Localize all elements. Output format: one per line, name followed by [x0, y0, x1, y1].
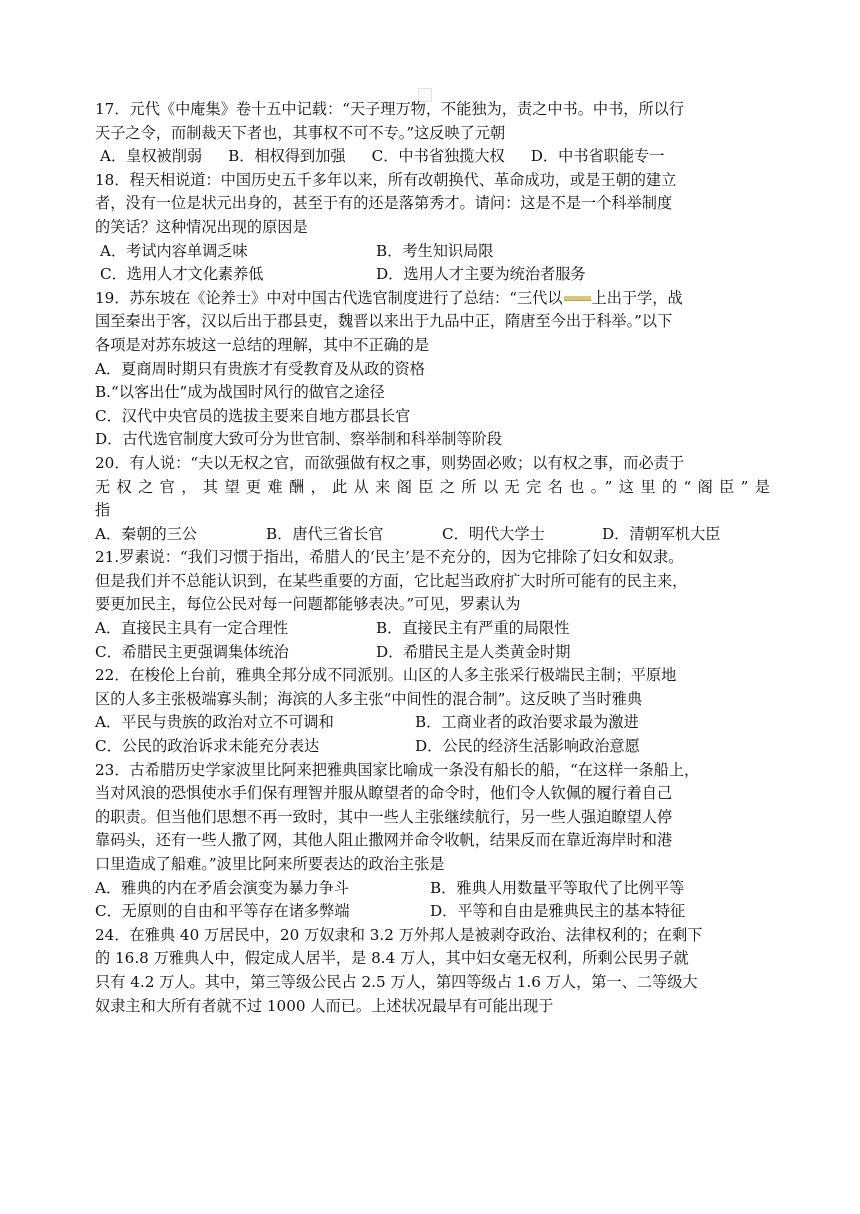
question-stem-line: 17．元代《中庵集》卷十五中记载：“天子理万物，不能独为，责之中书。中书，所以行: [95, 100, 685, 118]
question-20: [95, 452, 770, 546]
option-a: A．雅典的内在矛盾会演变为暴力争斗: [95, 878, 349, 897]
options-row: [95, 617, 770, 641]
option-d: D．平等和自由是雅典民主的基本特征: [430, 902, 686, 921]
question-stem-line: 的笑话？这种情况出现的原因是: [95, 217, 308, 236]
option-a: A．考试内容单调乏味: [100, 241, 248, 260]
question-24: [95, 924, 770, 1018]
question-stem-line: 要更加民主，每位公民对每一问题都能够表决。”可见，罗素认为: [95, 595, 521, 614]
option-b: B．考生知识局限: [376, 241, 494, 260]
option-c: C．中书省独揽大权: [371, 147, 505, 166]
question-stem-line: 21.罗素说：“我们习惯于指出，希腊人的‘民主’是不充分的，因为它排除了妇女和奴隶。: [95, 548, 684, 567]
option-d: D．选用人才主要为统治者服务: [376, 265, 586, 284]
question-stem-line: 者，没有一位是状元出身的，甚至于有的还是落第秀才。请问：这是不是一个科举制度: [95, 194, 673, 213]
options-row: [95, 240, 770, 264]
question-stem-line: 口里造成了船难。”波里比阿来所要表达的政治主张是: [95, 855, 445, 873]
question-18: [95, 169, 770, 287]
option-d: D．古代选官制度大致可分为世官制、察举制和科举制等阶段: [95, 430, 503, 449]
question-stem-line: 国至秦出于客，汉以后出于郡县吏，魏晋以来出于九品中正，隋唐至今出于科举。”以下: [95, 312, 673, 331]
question-list: [95, 98, 770, 1018]
option-d: D．中书省职能专一: [530, 147, 665, 166]
stem-text: 上出于学，战: [591, 288, 683, 307]
question-19: [95, 287, 770, 452]
question-stem-line: 靠码头，还有一些人撒了网，其他人阻止撒网并命令收帆，结果反而在靠近海岸时和港: [95, 831, 673, 850]
options-row: [95, 877, 770, 901]
question-stem-line: 奴隶主和大所有者就不过 1000 人而已。上述状况最早有可能出现于: [95, 996, 554, 1015]
option-d: D．希腊民主是人类黄金时期: [376, 642, 571, 661]
question-21: [95, 546, 770, 664]
option-d: D．清朝军机大臣: [602, 524, 721, 543]
question-stem-line: 只有 4.2 万人。其中，第三等级公民占 2.5 万人，第四等级占 1.6 万人，第一、二等级大: [95, 972, 698, 991]
options-row: [95, 641, 770, 665]
option-a: A．直接民主具有一定合理性: [95, 619, 289, 638]
question-stem-line: 但是我们并不总能认识到，在某些重要的方面，它比起当政府扩大时所可能有的民主来，: [95, 571, 688, 590]
question-stem-line: 的职责。但当他们思想不再一致时，其中一些人主张继续航行，另一些人强迫瞭望人停: [95, 807, 673, 826]
question-stem-line: 的 16.8 万雅典人中，假定成人居半，是 8.4 万人，其中妇女毫无权利，所剩公民男子就: [95, 949, 689, 968]
question-17: [95, 98, 770, 169]
option-c: C．无原则的自由和平等存在诸多弊端: [95, 902, 350, 921]
option-c: C．汉代中央官员的选拔主要来自地方郡县长官: [95, 406, 411, 425]
question-22: [95, 664, 770, 758]
question-stem-line: 24．在雅典 40 万居民中，20 万奴隶和 3.2 万外邦人是被剥夺政治、法律权利的；在剩下: [95, 925, 703, 944]
question-stem-line: 各项是对苏东坡这一总结的理解，其中不正确的是: [95, 335, 430, 354]
option-c: C．公民的政治诉求未能充分表达: [95, 737, 320, 756]
option-b: B．雅典人用数量平等取代了比例平等: [430, 878, 685, 897]
option-a: A．秦朝的三公: [95, 524, 198, 543]
question-stem-line: 无权之官，其望更难酬，此从来阁臣之所以无完名也。”这里的“阁臣”是: [95, 477, 770, 496]
option-a: A．夏商周时期只有贵族才有受教育及从政的资格: [95, 359, 425, 378]
question-23: [95, 759, 770, 924]
option-a: A．皇权被削弱: [100, 147, 203, 166]
option-d: D．公民的经济生活影响政治意愿: [415, 737, 640, 756]
option-a: A．平民与贵族的政治对立不可调和: [95, 713, 334, 732]
options-row: [95, 523, 770, 547]
options-row: [95, 711, 770, 735]
question-stem-line: 指: [95, 501, 111, 520]
question-stem-line: 18．程天相说道：中国历史五千多年以来，所有改朝换代、革命成功，或是王朝的建立: [95, 170, 677, 189]
option-b: B．工商业者的政治要求最为激进: [415, 713, 639, 732]
option-c: C．明代大学士: [442, 524, 545, 543]
option-b: B．相权得到加强: [228, 147, 346, 166]
highlight-marker: [564, 296, 591, 301]
options-row: [95, 735, 770, 759]
options-row: [95, 900, 770, 924]
question-stem-line: 20．有人说：“夫以无权之官，而欲强做有权之事，则势固必败；以有权之事，而必责于: [95, 453, 685, 472]
question-stem-line: 天子之令，而制裁天下者也，其事权不可不专。”这反映了元朝: [95, 123, 506, 142]
stem-text: 19．苏东坡在《论养士》中对中国古代选官制度进行了总结：“三代以: [95, 288, 563, 307]
question-stem-line: 22．在梭伦上台前，雅典全邦分成不同派别。山区的人多主张采行极端民主制；平原地: [95, 666, 677, 685]
option-b: B.“以客出仕”成为战国时风行的做官之途径: [95, 383, 385, 402]
option-c: C．希腊民主更强调集体统治: [95, 642, 289, 661]
question-stem-line: [95, 287, 770, 311]
question-stem-line: 当对风浪的恐惧使水手们保有理智并服从瞭望者的命令时，他们令人钦佩的履行着自己: [95, 784, 673, 803]
option-c: C．选用人才文化素养低: [100, 265, 264, 284]
options-row: [95, 263, 770, 287]
options-row: [95, 145, 770, 169]
option-b: B．唐代三省长官: [266, 524, 384, 543]
question-stem-line: 区的人多主张极端寡头制；海滨的人多主张“中间性的混合制”。这反映了当时雅典: [95, 689, 643, 708]
question-stem-line: 23．古希腊历史学家波里比阿来把雅典国家比喻成一条没有船长的船，“在这样一条船上，: [95, 760, 700, 779]
option-b: B．直接民主有严重的局限性: [376, 619, 570, 638]
